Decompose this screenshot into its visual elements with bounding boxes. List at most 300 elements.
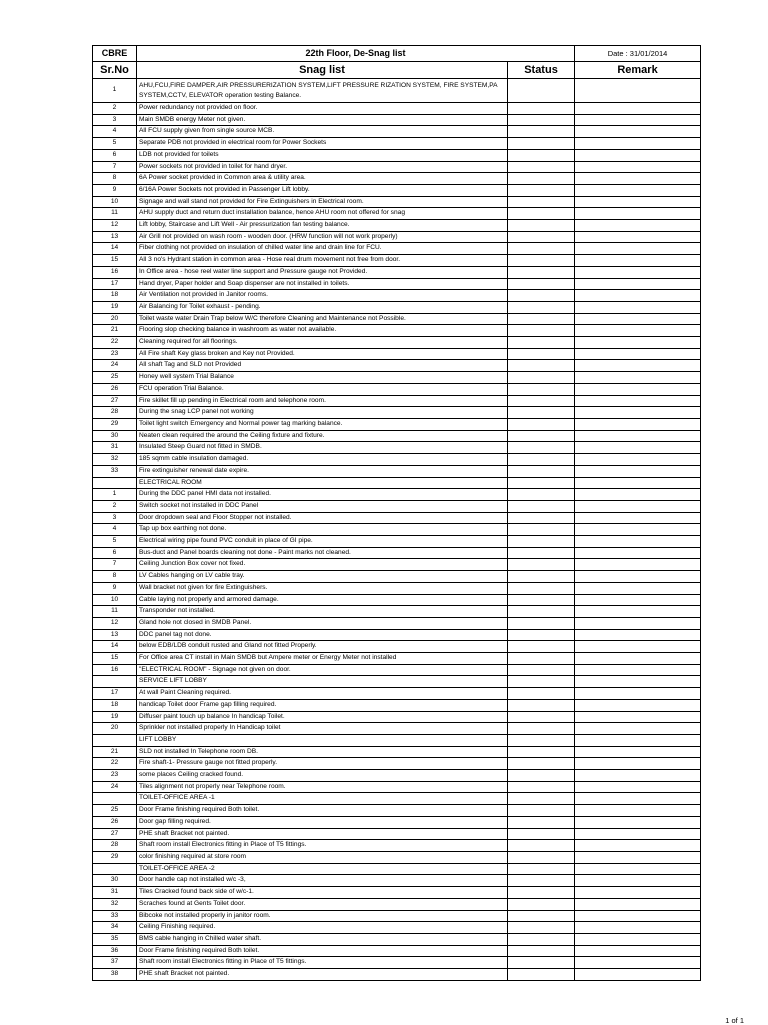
status-cell	[508, 863, 575, 875]
snag-description: Air Balancing for Toilet exhaust - pending.	[137, 301, 508, 313]
table-row	[93, 536, 701, 548]
row-number: 8	[93, 173, 137, 185]
row-number: 25	[93, 372, 137, 384]
row-number: 3	[93, 114, 137, 126]
remark-cell	[575, 266, 701, 278]
remark-cell	[575, 746, 701, 758]
table-row	[93, 407, 701, 419]
snag-description: Tiles Cracked found back side of w/c-1.	[137, 887, 508, 899]
row-number: 31	[93, 887, 137, 899]
row-number: 22	[93, 758, 137, 770]
snag-description: LIFT LOBBY	[137, 734, 508, 746]
remark-cell	[575, 653, 701, 665]
remark-cell	[575, 138, 701, 150]
snag-description: Bibcoke not installed properly in janitor room.	[137, 910, 508, 922]
remark-cell	[575, 629, 701, 641]
status-cell	[508, 641, 575, 653]
table-row	[93, 711, 701, 723]
status-cell	[508, 559, 575, 571]
remark-cell	[575, 536, 701, 548]
snag-description: Fire shaft-1- Pressure gauge not fitted properly.	[137, 758, 508, 770]
table-row	[93, 430, 701, 442]
table-row	[93, 723, 701, 735]
remark-cell	[575, 922, 701, 934]
status-cell	[508, 969, 575, 981]
remark-cell	[575, 641, 701, 653]
row-number: 27	[93, 828, 137, 840]
remark-cell	[575, 454, 701, 466]
table-row	[93, 173, 701, 185]
status-cell	[508, 875, 575, 887]
remark-cell	[575, 805, 701, 817]
status-cell	[508, 816, 575, 828]
status-cell	[508, 395, 575, 407]
remark-cell	[575, 114, 701, 126]
status-cell	[508, 746, 575, 758]
table-row	[93, 898, 701, 910]
row-number: 18	[93, 290, 137, 302]
row-number: 9	[93, 582, 137, 594]
status-cell	[508, 500, 575, 512]
row-number: 7	[93, 161, 137, 173]
status-cell	[508, 571, 575, 583]
status-cell	[508, 758, 575, 770]
remark-cell	[575, 582, 701, 594]
column-header-srno: Sr.No	[93, 62, 137, 79]
snag-description: Shaft room install Electronics fitting in Place of T5 fittings.	[137, 957, 508, 969]
snag-description: Tap up box earthing not done.	[137, 524, 508, 536]
snag-description: SLD not installed In Telephone room DB.	[137, 746, 508, 758]
snag-description: Diffuser paint touch up balance In handicap Toilet.	[137, 711, 508, 723]
row-number: 26	[93, 816, 137, 828]
table-row	[93, 781, 701, 793]
remark-cell	[575, 337, 701, 349]
remark-cell	[575, 126, 701, 138]
table-row	[93, 103, 701, 115]
status-cell	[508, 266, 575, 278]
snag-description: Lift lobby, Staircase and Lift Well - Air pressurization fan testing balance.	[137, 220, 508, 232]
remark-cell	[575, 430, 701, 442]
table-row	[93, 220, 701, 232]
snag-description: Fire skillet fill up pending in Electrical room and telephone room.	[137, 395, 508, 407]
table-row	[93, 208, 701, 220]
row-number: 37	[93, 957, 137, 969]
row-number: 1	[93, 79, 137, 103]
remark-cell	[575, 852, 701, 864]
remark-cell	[575, 477, 701, 489]
status-cell	[508, 290, 575, 302]
table-row	[93, 770, 701, 782]
sheet-date: Date : 31/01/2014	[575, 46, 701, 62]
status-cell	[508, 676, 575, 688]
table-row	[93, 325, 701, 337]
table-row	[93, 641, 701, 653]
remark-cell	[575, 898, 701, 910]
table-row	[93, 278, 701, 290]
table-row	[93, 196, 701, 208]
table-row	[93, 664, 701, 676]
remark-cell	[575, 278, 701, 290]
status-cell	[508, 465, 575, 477]
table-row	[93, 758, 701, 770]
status-cell	[508, 103, 575, 115]
status-cell	[508, 138, 575, 150]
snag-description: Ceiling Finishing required.	[137, 922, 508, 934]
table-row	[93, 337, 701, 349]
row-number: 29	[93, 418, 137, 430]
table-row	[93, 957, 701, 969]
table-row	[93, 524, 701, 536]
table-row	[93, 933, 701, 945]
table-row	[93, 617, 701, 629]
table-row	[93, 629, 701, 641]
status-cell	[508, 325, 575, 337]
status-cell	[508, 161, 575, 173]
snag-description: DDC panel tag not done.	[137, 629, 508, 641]
status-cell	[508, 910, 575, 922]
row-number: 38	[93, 969, 137, 981]
remark-cell	[575, 571, 701, 583]
snag-description: LDB not provided for toilets	[137, 149, 508, 161]
table-row	[93, 489, 701, 501]
table-row	[93, 559, 701, 571]
row-number: 21	[93, 746, 137, 758]
remark-cell	[575, 781, 701, 793]
status-cell	[508, 617, 575, 629]
row-number: 12	[93, 617, 137, 629]
table-row	[93, 301, 701, 313]
row-number: 19	[93, 301, 137, 313]
table-row	[93, 465, 701, 477]
status-cell	[508, 582, 575, 594]
status-cell	[508, 407, 575, 419]
row-number: 23	[93, 770, 137, 782]
table-row	[93, 442, 701, 454]
status-cell	[508, 711, 575, 723]
status-cell	[508, 477, 575, 489]
remark-cell	[575, 512, 701, 524]
remark-cell	[575, 442, 701, 454]
status-cell	[508, 184, 575, 196]
status-cell	[508, 594, 575, 606]
section-header-row	[93, 676, 701, 688]
table-row	[93, 290, 701, 302]
table-row	[93, 372, 701, 384]
column-header-snag: Snag list	[137, 62, 508, 79]
remark-cell	[575, 348, 701, 360]
table-row	[93, 79, 701, 103]
row-number: 14	[93, 641, 137, 653]
status-cell	[508, 723, 575, 735]
status-cell	[508, 430, 575, 442]
table-row	[93, 594, 701, 606]
snag-description: All shaft Tag and SLD not Provided	[137, 360, 508, 372]
row-number: 13	[93, 231, 137, 243]
status-cell	[508, 208, 575, 220]
snag-description: Neaten clean required the around the Ceiling fixture and fixture.	[137, 430, 508, 442]
remark-cell	[575, 863, 701, 875]
table-row	[93, 231, 701, 243]
remark-cell	[575, 243, 701, 255]
snag-description: All Fire shaft Key glass broken and Key not Provided.	[137, 348, 508, 360]
row-number: 36	[93, 945, 137, 957]
table-row	[93, 313, 701, 325]
snag-description: color finishing required at store room	[137, 852, 508, 864]
row-number: 21	[93, 325, 137, 337]
table-row	[93, 126, 701, 138]
status-cell	[508, 79, 575, 103]
snag-description: Switch socket not installed in DDC Panel	[137, 500, 508, 512]
snag-description: BMS cable hanging in Chilled water shaft.	[137, 933, 508, 945]
table-row	[93, 348, 701, 360]
table-row	[93, 828, 701, 840]
snag-description: AHU supply duct and return duct installation balance, hence AHU room not offered for snag	[137, 208, 508, 220]
row-number: 14	[93, 243, 137, 255]
status-cell	[508, 933, 575, 945]
page-number: 1 of 1	[725, 1016, 744, 1025]
snag-description: PHE shaft Bracket not painted.	[137, 828, 508, 840]
column-header-row	[93, 62, 701, 79]
status-cell	[508, 149, 575, 161]
snag-description: Door Frame finishing required Both toilet.	[137, 945, 508, 957]
row-number: 24	[93, 781, 137, 793]
status-cell	[508, 372, 575, 384]
remark-cell	[575, 407, 701, 419]
remark-cell	[575, 945, 701, 957]
remark-cell	[575, 933, 701, 945]
status-cell	[508, 126, 575, 138]
remark-cell	[575, 196, 701, 208]
status-cell	[508, 653, 575, 665]
row-number: 7	[93, 559, 137, 571]
remark-cell	[575, 711, 701, 723]
status-cell	[508, 887, 575, 899]
row-number: 35	[93, 933, 137, 945]
column-header-remark: Remark	[575, 62, 701, 79]
remark-cell	[575, 79, 701, 103]
table-row	[93, 360, 701, 372]
snag-description: Gland hole not closed in SMDB Panel.	[137, 617, 508, 629]
snag-description: some places Ceiling cracked found.	[137, 770, 508, 782]
snag-description: handicap Toilet door Frame gap filling required.	[137, 699, 508, 711]
company-name: CBRE	[93, 46, 137, 62]
table-row	[93, 184, 701, 196]
remark-cell	[575, 383, 701, 395]
row-number: 34	[93, 922, 137, 934]
remark-cell	[575, 395, 701, 407]
status-cell	[508, 243, 575, 255]
remark-cell	[575, 184, 701, 196]
snag-description: During the DDC panel HMI data not installed.	[137, 489, 508, 501]
table-row	[93, 840, 701, 852]
remark-cell	[575, 500, 701, 512]
status-cell	[508, 114, 575, 126]
snag-description: ELECTRICAL ROOM	[137, 477, 508, 489]
snag-description: Transponder not installed.	[137, 606, 508, 618]
row-number: 10	[93, 196, 137, 208]
status-cell	[508, 688, 575, 700]
row-number	[93, 734, 137, 746]
remark-cell	[575, 231, 701, 243]
snag-description: Ceiling Junction Box cover not fixed.	[137, 559, 508, 571]
table-row	[93, 266, 701, 278]
table-row	[93, 500, 701, 512]
row-number: 28	[93, 407, 137, 419]
remark-cell	[575, 313, 701, 325]
status-cell	[508, 454, 575, 466]
remark-cell	[575, 840, 701, 852]
snag-description: Power redundancy not provided on floor.	[137, 103, 508, 115]
table-row	[93, 255, 701, 267]
row-number: 22	[93, 337, 137, 349]
table-row	[93, 418, 701, 430]
remark-cell	[575, 875, 701, 887]
remark-cell	[575, 220, 701, 232]
snag-description: Cleaning required for all floorings.	[137, 337, 508, 349]
snag-description: Scraches found at Gents Toilet door.	[137, 898, 508, 910]
remark-cell	[575, 910, 701, 922]
remark-cell	[575, 489, 701, 501]
remark-cell	[575, 723, 701, 735]
snag-description: Hand dryer, Paper holder and Soap dispenser are not installed in toilets.	[137, 278, 508, 290]
row-number: 8	[93, 571, 137, 583]
status-cell	[508, 945, 575, 957]
status-cell	[508, 348, 575, 360]
row-number: 12	[93, 220, 137, 232]
row-number	[93, 676, 137, 688]
snag-description: 6A Power socket provided in Common area & utility area.	[137, 173, 508, 185]
remark-cell	[575, 606, 701, 618]
remark-cell	[575, 208, 701, 220]
sheet-title: 22th Floor, De-Snag list	[137, 46, 575, 62]
row-number: 32	[93, 454, 137, 466]
remark-cell	[575, 161, 701, 173]
remark-cell	[575, 547, 701, 559]
row-number: 16	[93, 664, 137, 676]
snag-description: In Office area - hose reel water line support and Pressure gauge not Provided.	[137, 266, 508, 278]
snag-description: FCU operation Trial Balance.	[137, 383, 508, 395]
row-number: 11	[93, 208, 137, 220]
remark-cell	[575, 301, 701, 313]
row-number: 5	[93, 536, 137, 548]
remark-cell	[575, 676, 701, 688]
status-cell	[508, 840, 575, 852]
row-number: 20	[93, 313, 137, 325]
table-row	[93, 395, 701, 407]
remark-cell	[575, 559, 701, 571]
snag-description: Shaft room install Electronics fitting in Place of T5 fittings.	[137, 840, 508, 852]
snag-description: Signage and wall stand not provided for Fire Extinguishers in Electrical room.	[137, 196, 508, 208]
table-row	[93, 149, 701, 161]
table-row	[93, 887, 701, 899]
status-cell	[508, 699, 575, 711]
snag-description: Air Grill not provided on wash room - wooden door. (HRW function will not work properly)	[137, 231, 508, 243]
remark-cell	[575, 816, 701, 828]
remark-cell	[575, 255, 701, 267]
row-number: 11	[93, 606, 137, 618]
status-cell	[508, 828, 575, 840]
row-number: 28	[93, 840, 137, 852]
row-number: 6	[93, 149, 137, 161]
row-number: 13	[93, 629, 137, 641]
remark-cell	[575, 149, 701, 161]
snag-description: During the snag LCP panel not working	[137, 407, 508, 419]
table-row	[93, 945, 701, 957]
status-cell	[508, 278, 575, 290]
table-row	[93, 138, 701, 150]
snag-description: Electrical wiring pipe found PVC conduit in place of GI pipe.	[137, 536, 508, 548]
section-header-row	[93, 863, 701, 875]
row-number: 15	[93, 255, 137, 267]
table-row	[93, 512, 701, 524]
snag-description: Power sockets not provided in toilet for hand dryer.	[137, 161, 508, 173]
row-number: 23	[93, 348, 137, 360]
row-number: 2	[93, 500, 137, 512]
snag-description: Insulated Steep Guard not fitted in SMDB.	[137, 442, 508, 454]
table-row	[93, 114, 701, 126]
snag-description: 6/16A Power Sockets not provided in Passenger Lift lobby.	[137, 184, 508, 196]
snag-description: Door dropdown seal and Floor Stopper not installed.	[137, 512, 508, 524]
remark-cell	[575, 360, 701, 372]
snag-description: Sprinkler not installed properly In Handicap toilet	[137, 723, 508, 735]
row-number: 4	[93, 126, 137, 138]
section-header-row	[93, 734, 701, 746]
row-number: 5	[93, 138, 137, 150]
snag-description: TOILET-OFFICE AREA -1	[137, 793, 508, 805]
row-number: 32	[93, 898, 137, 910]
status-cell	[508, 898, 575, 910]
row-number: 33	[93, 910, 137, 922]
remark-cell	[575, 969, 701, 981]
remark-cell	[575, 524, 701, 536]
row-number	[93, 477, 137, 489]
status-cell	[508, 360, 575, 372]
status-cell	[508, 781, 575, 793]
remark-cell	[575, 372, 701, 384]
table-row	[93, 805, 701, 817]
status-cell	[508, 418, 575, 430]
remark-cell	[575, 173, 701, 185]
row-number: 17	[93, 688, 137, 700]
status-cell	[508, 536, 575, 548]
section-header-row	[93, 793, 701, 805]
row-number: 15	[93, 653, 137, 665]
status-cell	[508, 337, 575, 349]
remark-cell	[575, 103, 701, 115]
row-number	[93, 793, 137, 805]
status-cell	[508, 313, 575, 325]
row-number: 18	[93, 699, 137, 711]
status-cell	[508, 734, 575, 746]
snag-description: Air Ventilation not provided in Janitor rooms.	[137, 290, 508, 302]
row-number: 4	[93, 524, 137, 536]
row-number: 9	[93, 184, 137, 196]
table-row	[93, 454, 701, 466]
table-row	[93, 816, 701, 828]
status-cell	[508, 606, 575, 618]
table-row	[93, 699, 701, 711]
snag-description: SERVICE LIFT LOBBY	[137, 676, 508, 688]
snag-description: below EDB/LDB conduit rusted and Gland not fitted Properly.	[137, 641, 508, 653]
row-number: 24	[93, 360, 137, 372]
status-cell	[508, 220, 575, 232]
row-number: 25	[93, 805, 137, 817]
row-number: 20	[93, 723, 137, 735]
section-header-row	[93, 477, 701, 489]
snag-description: Main SMDB energy Meter not given.	[137, 114, 508, 126]
status-cell	[508, 489, 575, 501]
row-number	[93, 863, 137, 875]
